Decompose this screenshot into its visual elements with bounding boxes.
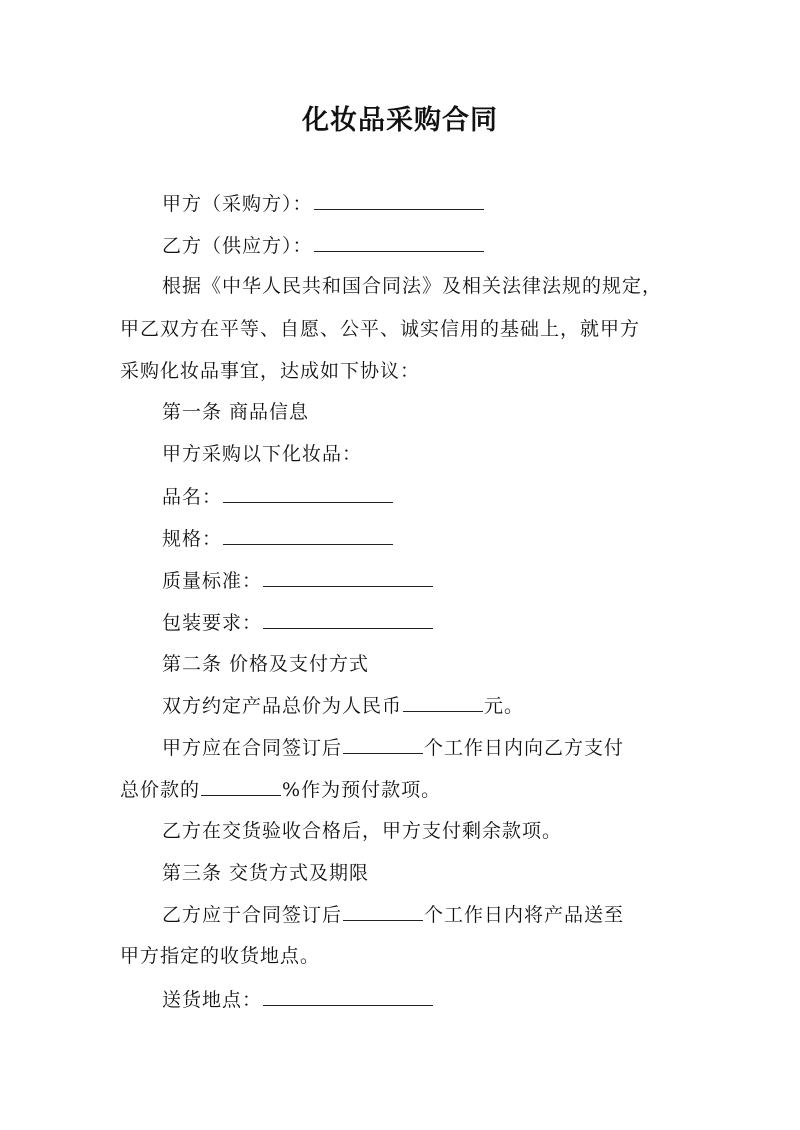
address-blank (263, 986, 433, 1006)
delivery-days-blank (343, 901, 423, 921)
delivery-prefix: 乙方应于合同签订后 (162, 904, 343, 926)
spec-label: 规格： (162, 528, 223, 550)
package-blank (263, 609, 433, 629)
party-b-blank (314, 232, 484, 252)
prepay-line2-prefix: 总价款的 (120, 779, 201, 801)
prepay-line-2 (120, 776, 441, 803)
product-name-line (162, 483, 394, 510)
total-price-blank (403, 692, 483, 712)
party-a-label: 甲方（采购方）： (162, 193, 313, 215)
package-line (162, 609, 434, 636)
package-label: 包装要求： (162, 612, 263, 634)
product-name-label: 品名： (162, 486, 223, 508)
party-a-line (162, 190, 485, 217)
prepay-prefix: 甲方应在合同签订后 (162, 737, 343, 759)
article-2-heading: 第二条 价格及支付方式 (162, 653, 370, 675)
prepay-line2-suffix: %作为预付款项。 (282, 779, 442, 801)
article-3-heading: 第三条 交货方式及期限 (162, 862, 370, 884)
article-1-intro: 甲方采购以下化妆品： (162, 443, 363, 465)
balance-line: 乙方在交货验收合格后，甲方支付剩余款项。 (162, 820, 563, 842)
quality-line (162, 567, 434, 594)
delivery-line-1 (162, 901, 624, 928)
preamble-line-3: 采购化妆品事宜，达成如下协议： (120, 360, 421, 382)
party-b-label: 乙方（供应方）： (162, 235, 313, 257)
total-price-suffix: 元。 (484, 695, 525, 717)
document-title: 化妆品采购合同 (302, 105, 498, 136)
address-label: 送货地点： (162, 989, 263, 1011)
prepay-mid: 个工作日内向乙方支付 (424, 737, 625, 759)
spec-line (162, 525, 394, 552)
party-a-blank (314, 190, 484, 210)
delivery-line-2: 甲方指定的收货地点。 (120, 945, 321, 967)
article-1-heading: 第一条 商品信息 (162, 401, 310, 423)
spec-blank (223, 525, 393, 545)
total-price-line (162, 692, 524, 719)
preamble-line-2: 甲乙双方在平等、自愿、公平、诚实信用的基础上，就甲方 (120, 318, 641, 340)
prepay-line-1 (162, 734, 624, 761)
prepay-days-blank (343, 734, 423, 754)
prepay-percent-blank (201, 776, 281, 796)
quality-blank (263, 567, 433, 587)
delivery-mid: 个工作日内将产品送至 (424, 904, 625, 926)
total-price-prefix: 双方约定产品总价为人民币 (162, 695, 403, 717)
address-line (162, 986, 434, 1013)
preamble-line-1: 根据《中华人民共和国合同法》及相关法律法规的规定， (162, 275, 663, 297)
party-b-line (162, 232, 485, 259)
quality-label: 质量标准： (162, 570, 263, 592)
product-name-blank (223, 483, 393, 503)
